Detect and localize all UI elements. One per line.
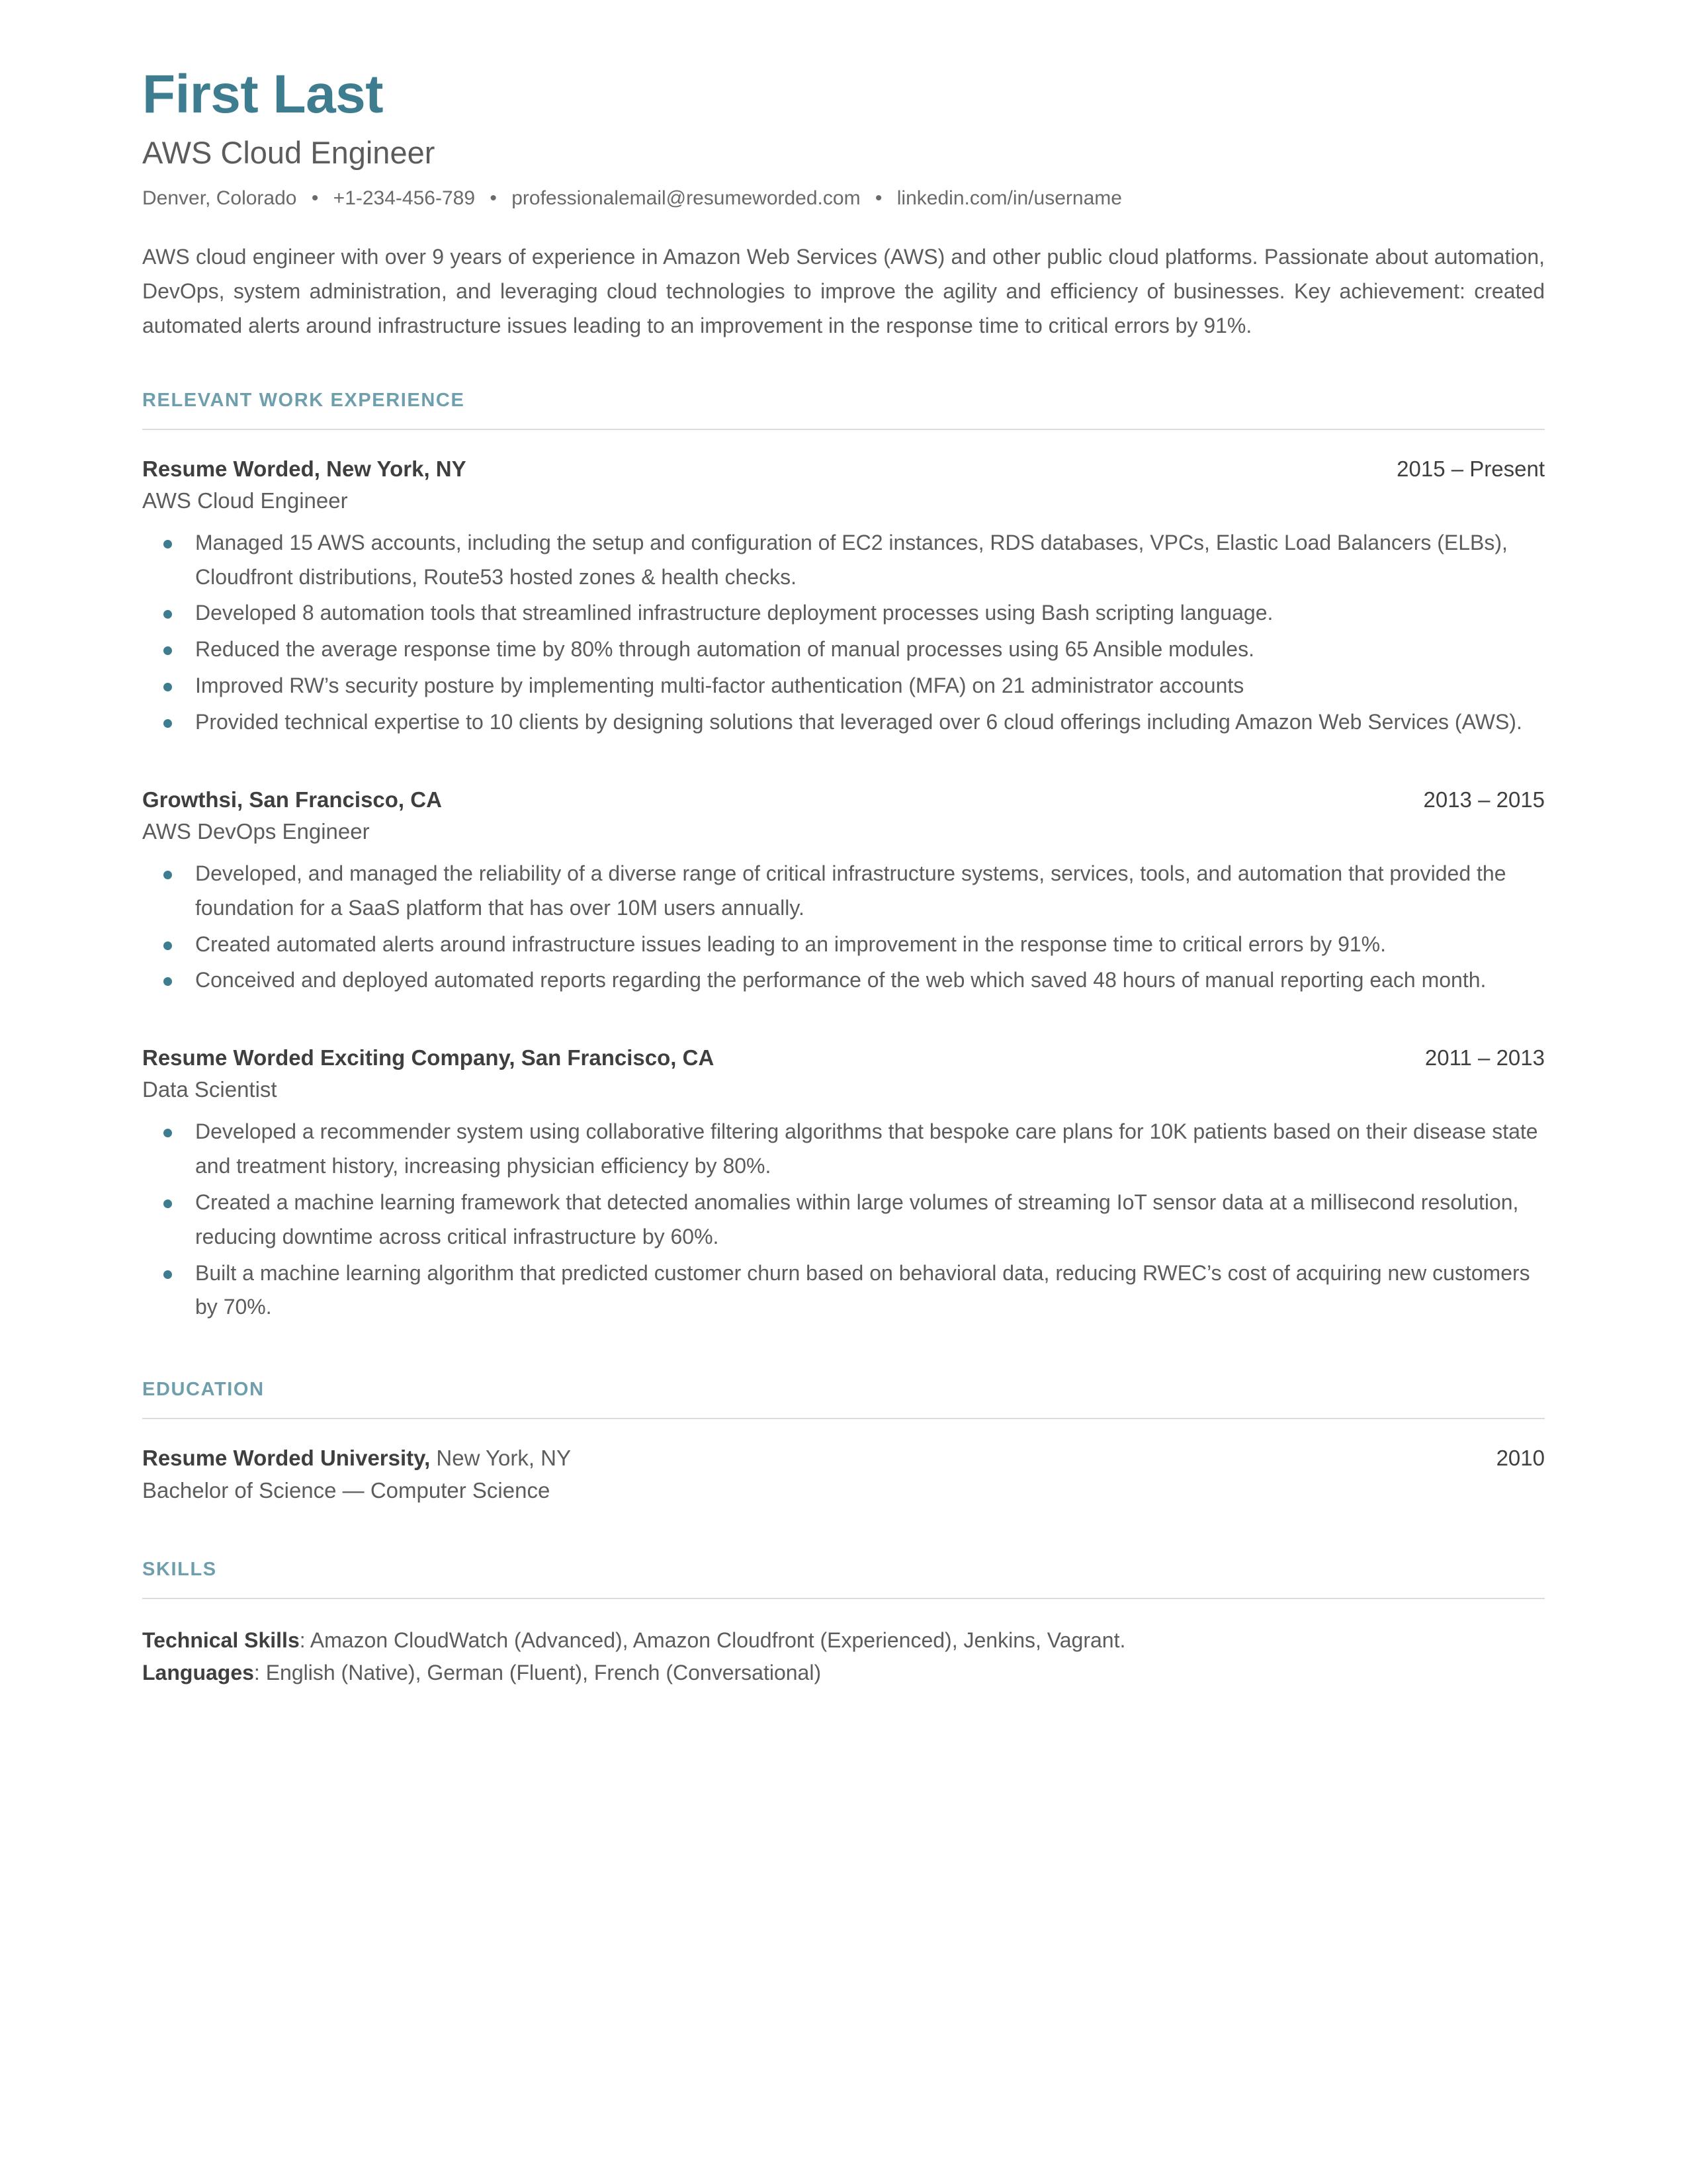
experience-entry-header: [142, 786, 1545, 813]
contact-linkedin[interactable]: linkedin.com/in/username: [896, 187, 1122, 210]
experience-dates: 2011 – 2013: [1424, 1045, 1545, 1070]
bullet-dot-icon: [163, 646, 172, 655]
spacer: [142, 766, 1545, 786]
bullet-text: Built a machine learning algorithm that predicted customer churn based on behavioral data, reducing RWEC’s cost of acquiring new customers by 70%.: [195, 1260, 1530, 1319]
experience-entry: [142, 1044, 1545, 1325]
bullet-item: [142, 633, 1545, 667]
experience-entry-header: [142, 455, 1545, 482]
skill-value: : Amazon CloudWatch (Advanced), Amazon Cloudfront (Experienced), Jenkins, Vagrant.: [299, 1628, 1126, 1653]
education-degree: Bachelor of Science — Computer Science: [142, 1477, 550, 1503]
education-school-location: New York, NY: [430, 1446, 572, 1471]
bullet-dot-icon: [163, 610, 172, 619]
bullet-text: Developed a recommender system using collaborative filtering algorithms that bespoke care plans for 10K patients based on their disease state and treatment history, increasing physician efficiency by 80%.: [195, 1119, 1538, 1178]
bullet-text: Developed 8 automation tools that streamlined infrastructure deployment processes using Bash scripting language.: [195, 601, 1274, 625]
section-heading-experience: RELEVANT WORK EXPERIENCE: [142, 389, 465, 411]
skill-row-technical: [142, 1624, 1545, 1657]
bullet-item: [142, 1115, 1545, 1184]
experience-bullets: [142, 1115, 1545, 1325]
bullet-text: Managed 15 AWS accounts, including the setup and configuration of EC2 instances, RDS databases, VPCs, Elastic Load Balancers (ELBs), Cloudfront distributions, Route53 hosted zones & health checks.: [195, 530, 1508, 589]
skill-label: Languages: [142, 1661, 254, 1685]
experience-entry: [142, 455, 1545, 740]
experience-list: [142, 455, 1545, 1325]
contact-phone[interactable]: +1-234-456-789: [333, 187, 476, 210]
skill-label: Technical Skills: [142, 1628, 300, 1653]
education-year: 2010: [1496, 1446, 1545, 1471]
candidate-name: First Last: [142, 64, 384, 124]
candidate-title: AWS Cloud Engineer: [142, 135, 435, 171]
bullet-text: Improved RW’s security posture by implementing multi-factor authentication (MFA) on 21 administrator accounts: [195, 674, 1244, 698]
bullet-text: Conceived and deployed automated reports regarding the performance of the web which saved 48 hours of manual reporting each month.: [195, 968, 1487, 992]
experience-role: Data Scientist: [142, 1077, 277, 1102]
bullet-item: [142, 963, 1545, 998]
experience-bullets: [142, 526, 1545, 740]
skill-value: : English (Native), German (Fluent), French (Conversational): [253, 1661, 822, 1685]
bullet-item: [142, 857, 1545, 926]
bullet-dot-icon: [163, 719, 172, 728]
section-divider-education: [142, 1418, 1545, 1419]
experience-bullets: [142, 857, 1545, 998]
contact-line: [142, 185, 1545, 211]
contact-separator-1: •: [311, 187, 319, 210]
contact-email[interactable]: professionalemail@resumeworded.com: [511, 187, 861, 210]
bullet-item: [142, 526, 1545, 595]
experience-entry-header: [142, 1044, 1545, 1071]
education-entry: [142, 1444, 1545, 1505]
bullet-item: [142, 1186, 1545, 1254]
bullet-item: [142, 928, 1545, 962]
experience-dates: 2015 – Present: [1397, 456, 1545, 481]
bullet-dot-icon: [163, 941, 172, 950]
section-heading-skills: SKILLS: [142, 1559, 217, 1581]
bullet-dot-icon: [163, 540, 172, 548]
experience-company: Growthsi, San Francisco, CA: [142, 787, 442, 812]
bullet-item: [142, 1256, 1545, 1325]
spacer: [142, 1531, 1545, 1559]
experience-role: AWS DevOps Engineer: [142, 818, 370, 844]
bullet-text: Created automated alerts around infrastructure issues leading to an improvement in the response time to critical errors by 91%.: [195, 932, 1386, 956]
experience-entry: [142, 786, 1545, 998]
resume-header: [142, 66, 1545, 211]
section-heading-education: EDUCATION: [142, 1379, 265, 1401]
education-entry-header: [142, 1444, 1545, 1471]
professional-summary: AWS cloud engineer with over 9 years of experience in Amazon Web Services (AWS) and other public cloud platforms. Passionate about automation, DevOps, system administration, and leveraging cloud technologies to improve the agility and efficiency of businesses. Key achievement: created automated alerts around infrastructure issues leading to an improvement in the response time to critical errors by 91%.: [142, 245, 1545, 337]
bullet-dot-icon: [163, 977, 172, 986]
contact-location: Denver, Colorado: [142, 187, 297, 210]
bullet-dot-icon: [163, 1129, 172, 1137]
section-divider-skills: [142, 1598, 1545, 1599]
education-school-name: Resume Worded University,: [142, 1446, 431, 1471]
contact-separator-3: •: [875, 187, 883, 210]
contact-separator-2: •: [490, 187, 497, 210]
bullet-dot-icon: [163, 1270, 172, 1279]
bullet-dot-icon: [163, 871, 172, 879]
education-list: [142, 1444, 1545, 1505]
experience-dates: 2013 – 2015: [1423, 787, 1545, 812]
bullet-item: [142, 705, 1545, 740]
experience-company: Resume Worded, New York, NY: [142, 456, 466, 481]
education-school: [142, 1444, 571, 1471]
experience-company: Resume Worded Exciting Company, San Francisco, CA: [142, 1045, 714, 1070]
experience-role: AWS Cloud Engineer: [142, 488, 348, 513]
bullet-dot-icon: [163, 683, 172, 691]
bullet-text: Developed, and managed the reliability of a diverse range of critical infrastructure systems, services, tools, and automation that provided the foundation for a SaaS platform that has over 10M users annually.: [195, 861, 1506, 920]
bullet-dot-icon: [163, 1200, 172, 1208]
bullet-text: Reduced the average response time by 80% through automation of manual processes using 65 Ansible modules.: [195, 637, 1254, 662]
bullet-item: [142, 596, 1545, 631]
skill-row-languages: [142, 1657, 1545, 1689]
bullet-text: Created a machine learning framework that detected anomalies within large volumes of streaming IoT sensor data at a millisecond resolution, reducing downtime across critical infrastructure by 60%.: [195, 1190, 1519, 1248]
section-divider-experience: [142, 429, 1545, 430]
bullet-item: [142, 669, 1545, 703]
spacer: [142, 1024, 1545, 1044]
skills-list: [142, 1624, 1545, 1688]
spacer: [142, 1351, 1545, 1379]
bullet-text: Provided technical expertise to 10 clients by designing solutions that leveraged over 6 cloud offerings including Amazon Web Services (AWS).: [195, 709, 1522, 734]
